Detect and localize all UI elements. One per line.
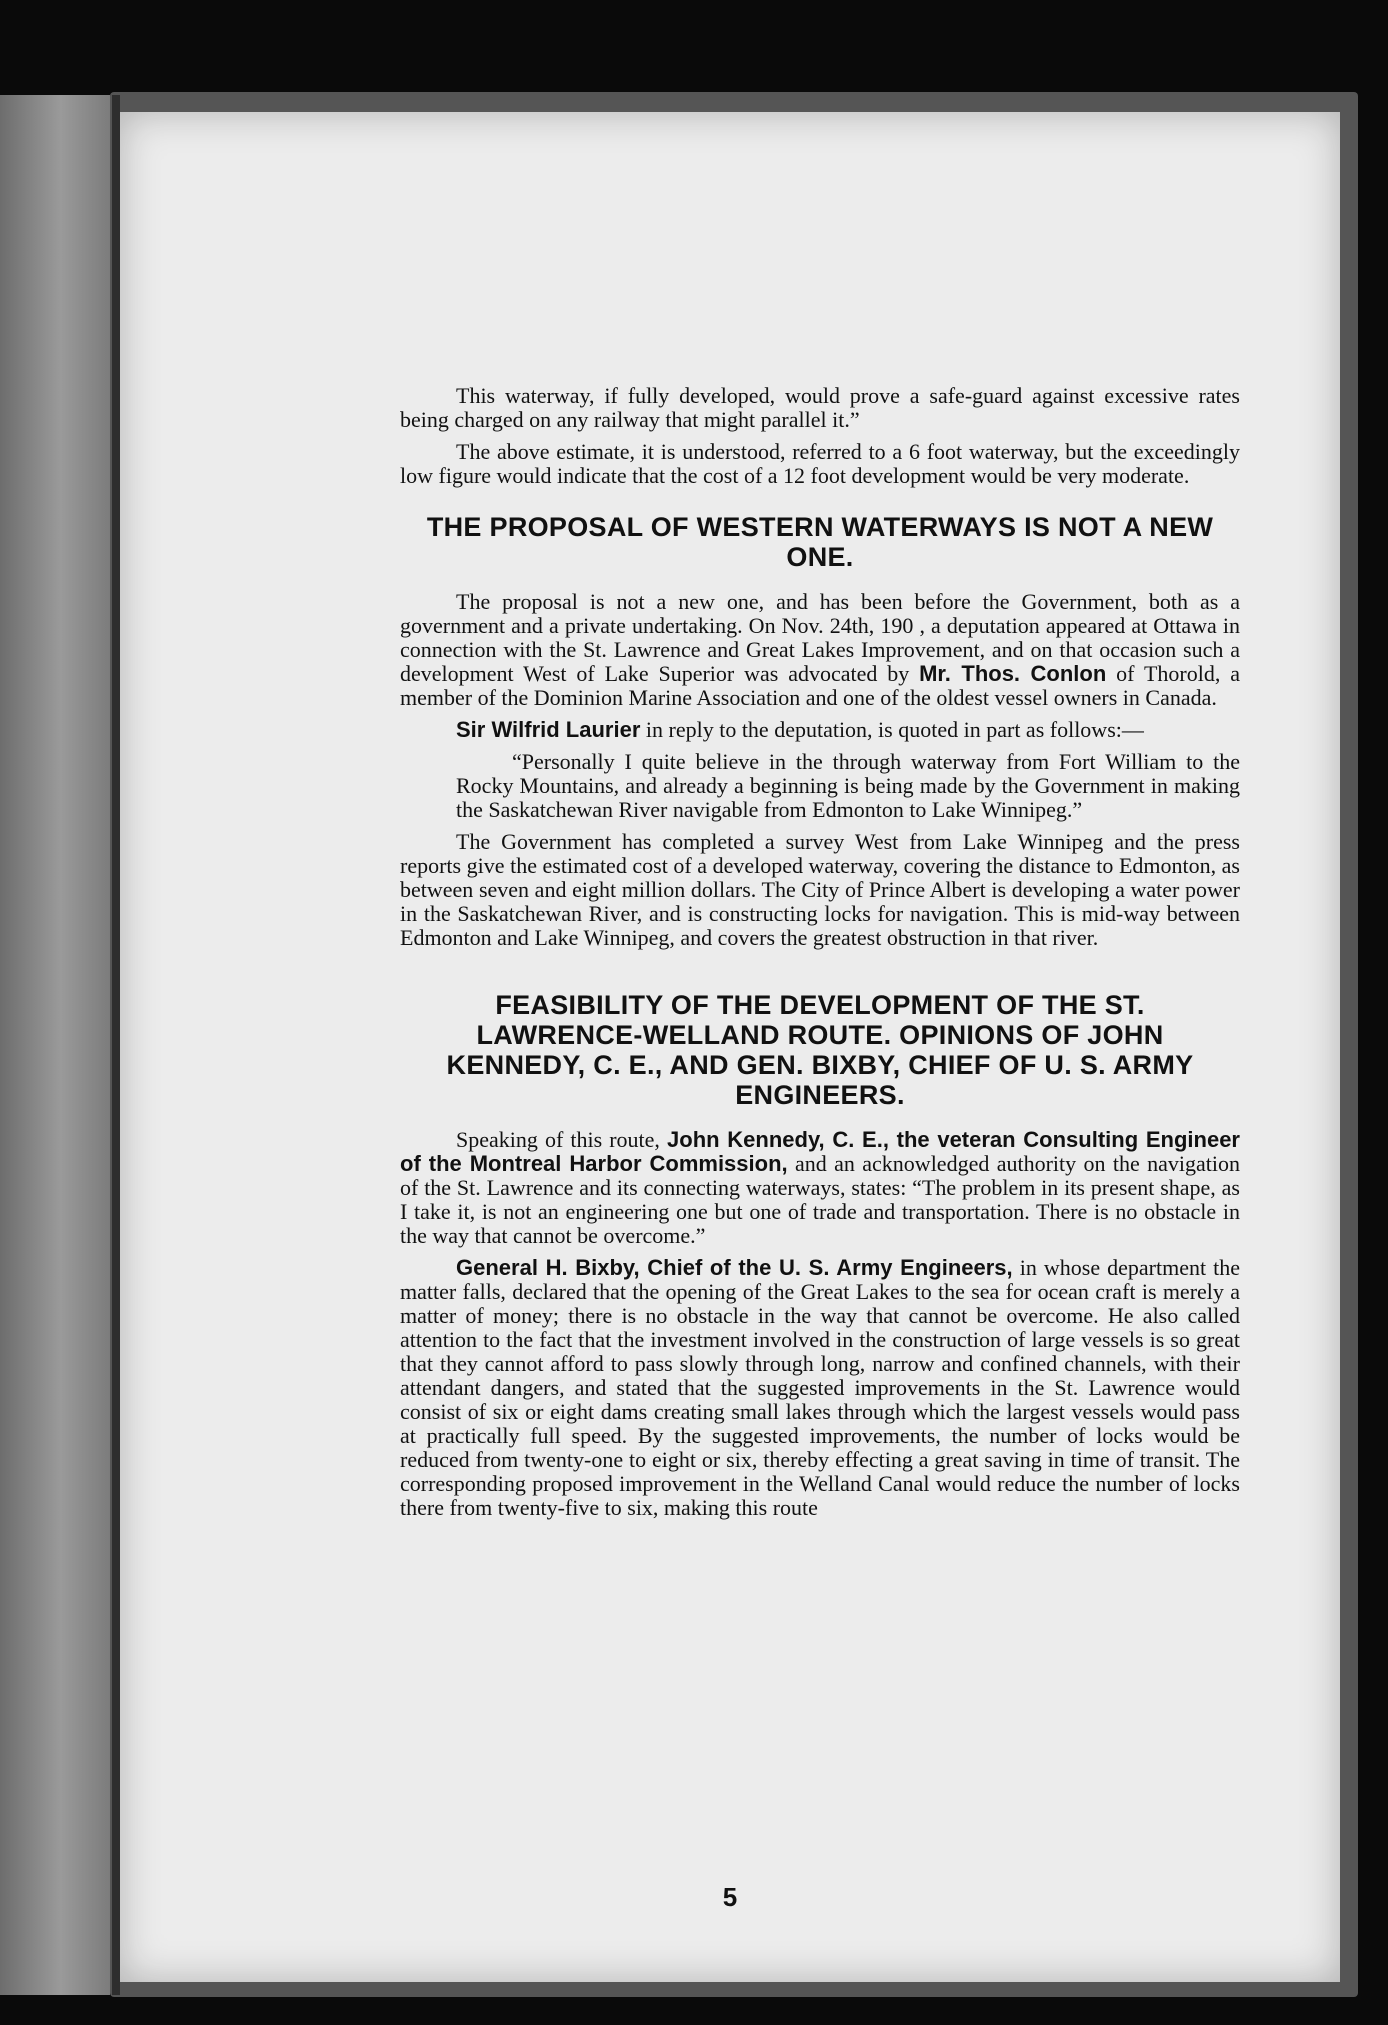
paragraph-kennedy <box>400 1128 1240 1248</box>
facing-page-edge <box>0 95 110 1995</box>
text-run: Speaking of this route, <box>456 1127 668 1152</box>
book-page <box>120 112 1340 1982</box>
text-run: in whose department the matter falls, declared that the opening of the Great Lakes to the sea for ocean craft is merely a matter of money; there is no obstacle in the way that cannot be overcome. He also called attention to the fact that the investment involved in the construction of large vessels is so great that they cannot afford to pass slowly through long, narrow and confined channels, with their attendant dangers, and stated that the suggested improvements in the St. Lawrence would consist of six or eight dams creating small lakes through which the largest vessels would pass at practically full speed. By the suggested improvements, the number of locks would be reduced from twenty-one to eight or six, thereby effecting a great saving in time of transit. The corresponding proposed improvement in the Welland Canal would reduce the number of locks there from twenty-five to six, making this route <box>400 1255 1240 1520</box>
text-run: in reply to the deputation, is quoted in part as follows:— <box>640 717 1144 742</box>
bold-name: Sir Wilfrid Laurier <box>456 717 641 742</box>
bold-name: General H. Bixby, Chief of the U. S. Army Engineers, <box>456 1255 1013 1280</box>
bold-name: John Kennedy, C. E., the veteran Consulting Engineer of the Montreal Harbor Commission, <box>400 1127 1240 1176</box>
text-run: The proposal is not a new one, and has been before the Government, both as a government and a private undertaking. On Nov. 24th, 190 , a deputation appeared at Ottawa in connection with the St. Lawrence and Great Lakes Improvement, and on that occasion such a development West of Lake Superior was advocated by <box>400 589 1240 686</box>
page-text <box>400 384 1240 1528</box>
paragraph-survey: The Government has completed a survey West from Lake Winnipeg and the press reports give the estimated cost of a developed waterway, covering the distance to Edmonton, as between seven and eight million dollars. The City of Prince Albert is developing a water power in the Saskatchewan River, and is constructing locks for navigation. This is mid-way between Edmonton and Lake Winnipeg, and covers the greatest obstruction in that river. <box>400 829 1240 950</box>
paragraph-estimate: The above estimate, it is understood, referred to a 6 foot waterway, but the exceedingly low figure would indicate that the cost of a 12 foot development would be very moderate. <box>400 439 1240 488</box>
bold-name: Mr. Thos. Conlon <box>919 661 1107 686</box>
paragraph-proposal <box>400 590 1240 710</box>
quote-laurier: “Personally I quite believe in the through waterway from Fort William to the Rocky Mountains, and already a beginning is being made by the Government in making the Saskatchewan River navigable from Edmonton to Lake Winnipeg.” <box>456 749 1240 822</box>
text-run: and an acknowledged authority on the navigation of the St. Lawrence and its connecting waterways, states: “The problem in its present shape, as I take it, is not an engineering one but one of trade and transportation. There is no obstacle in the way that cannot be overcome.” <box>400 1151 1240 1248</box>
book-binding <box>112 95 120 1995</box>
heading-western-waterways: THE PROPOSAL OF WESTERN WATERWAYS IS NOT A NEW ONE. <box>426 512 1214 572</box>
heading-feasibility: FEASIBILITY OF THE DEVELOPMENT OF THE ST. LAWRENCE-WELLAND ROUTE. OPINIONS OF JOHN KENNEDY, C. E., AND GEN. BIXBY, CHIEF OF U. S. ARMY ENGINEERS. <box>446 990 1194 1110</box>
paragraph-bixby <box>400 1256 1240 1520</box>
paragraph-safeguard: This waterway, if fully developed, would prove a safe-guard against excessive rates being charged on any railway that might parallel it.” <box>400 383 1240 432</box>
paragraph-laurier <box>400 718 1240 742</box>
text-run: of Thorold, a member of the Dominion Marine Association and one of the oldest vessel owners in Canada. <box>400 661 1240 710</box>
page-number: 5 <box>722 1882 738 1912</box>
